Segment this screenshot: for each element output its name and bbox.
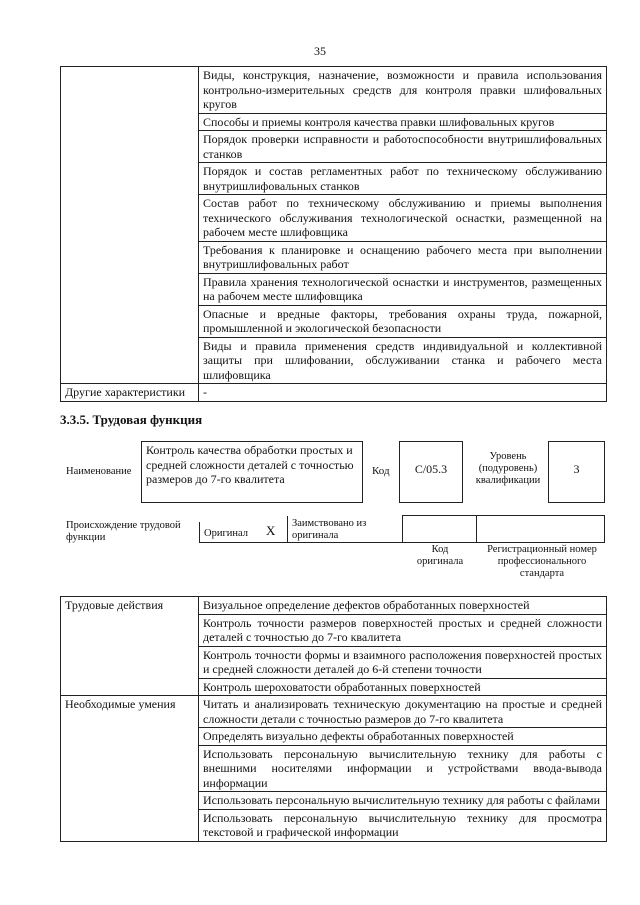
function-code-value: С/05.3 (414, 462, 448, 476)
function-name-value: Контроль качества обработки простых и средней сложности деталей с точностью размеров до 7-го квалитета (146, 443, 354, 486)
table-row (61, 67, 607, 114)
skill-item: Определять визуально дефекты обработанных поверхностей (199, 728, 607, 746)
level-label: Уровень (подуровень) квалификации (475, 451, 541, 486)
skill-item: Использовать персональную вычислительную технику для работы с внешними носителями информации и устройствами ввода-вывода информации (199, 745, 607, 792)
other-characteristics-value: - (199, 384, 607, 402)
table-row (61, 597, 607, 615)
action-item: Контроль шероховатости обработанных поверхностей (199, 678, 607, 696)
continued-requirements-table (60, 66, 607, 402)
section-title: 3.3.5. Трудовая функция (60, 412, 203, 427)
skill-item: Использовать персональную вычислительную технику для работы с файлами (199, 792, 607, 810)
knowledge-item: Правила хранения технологической оснастки и инструментов, размещенных на рабочем месте шлифовщика (199, 273, 607, 305)
borrowed-label: Заимствовано из оригинала (292, 518, 367, 541)
code-label: Код (372, 465, 390, 477)
origin-underline (199, 542, 605, 543)
knowledge-item: Требования к планировке и оснащению рабочего места при выполнении внутришлифовальных работ (199, 241, 607, 273)
knowledge-item: Опасные и вредные факторы, требования охраны труда, пожарной, промышленной и экологической безопасности (199, 305, 607, 337)
knowledge-item: Порядок и состав регламентных работ по техническому обслуживанию внутришлифовальных станков (199, 163, 607, 195)
action-item: Визуальное определение дефектов обработанных поверхностей (199, 597, 607, 615)
code-original-caption: Код оригинала (416, 544, 464, 567)
function-details-table (60, 596, 607, 842)
knowledge-item: Способы и приемы контроля качества правки шлифовальных кругов (199, 113, 607, 131)
page-number: 35 (314, 44, 326, 58)
origin-divider (199, 522, 200, 542)
row-label (61, 67, 199, 384)
original-label: Оригинал (204, 528, 248, 539)
knowledge-item: Порядок проверки исправности и работоспособности внутришлифовальных станков (199, 131, 607, 163)
origin-divider (476, 515, 477, 542)
level-box (548, 441, 605, 503)
origin-divider (402, 515, 403, 542)
knowledge-item: Виды, конструкция, назначение, возможности и правила использования контрольно-измерительных средств для контроля правки шлифовальных кругов (199, 67, 607, 114)
skills-label: Необходимые умения (61, 696, 199, 842)
origin-divider (604, 515, 605, 542)
skill-item: Читать и анализировать техническую документацию на простые и средней сложности детали с точностью размеров до 7-го квалитета (199, 696, 607, 728)
knowledge-item: Состав работ по техническому обслуживанию и приемы выполнения технического обслуживания технологической оснастки, размещенной на рабочем месте шлифовщика (199, 195, 607, 242)
registration-number-caption: Регистрационный номер профессионального стандарта (487, 544, 597, 579)
origin-top-line (402, 515, 605, 516)
action-item: Контроль точности размеров поверхностей простых и средней сложности деталей с точностью до 7-го квалитета (199, 614, 607, 646)
level-value: 3 (573, 462, 580, 476)
table-row (61, 696, 607, 728)
function-code-box (399, 441, 463, 503)
origin-divider (287, 516, 288, 542)
table-row (61, 384, 607, 402)
original-mark: Х (266, 523, 276, 538)
function-name-box (141, 441, 363, 503)
skill-item: Использовать персональную вычислительную технику для просмотра текстовой и графической информации (199, 809, 607, 841)
knowledge-item: Виды и правила применения средств индивидуальной и коллективной защиты при шлифовании, обслуживании станка и рабочего места шлифовщика (199, 337, 607, 384)
action-item: Контроль точности формы и взаимного расположения поверхностей простых и средней сложности деталей до 6-й степени точности (199, 646, 607, 678)
other-characteristics-label: Другие характеристики (61, 384, 199, 402)
name-label: Наименование (66, 466, 132, 477)
origin-label: Происхождение трудовой функции (66, 520, 181, 543)
actions-label: Трудовые действия (61, 597, 199, 696)
